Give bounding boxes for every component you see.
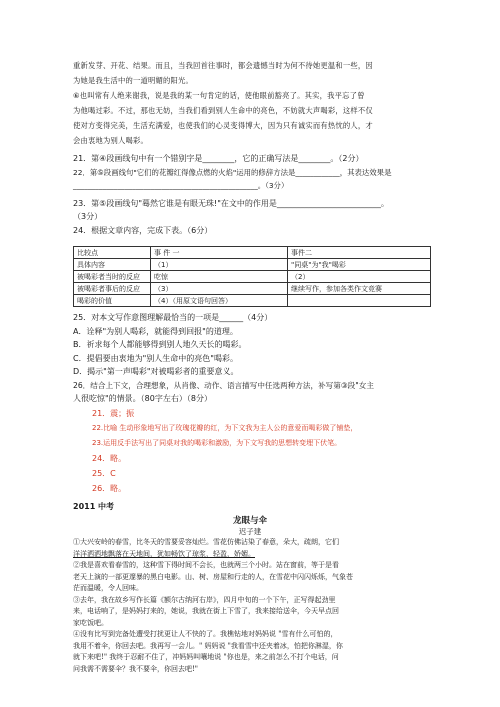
table-row [74, 259, 431, 271]
section-year: 2011 中考 [73, 502, 115, 511]
table-header-cell: 事 件 一 [151, 247, 288, 259]
table-cell: （1） [151, 259, 288, 271]
answer-22: 22.比喻 生动形象地写出了玫瑰花瓣的红，为下文我为主人公的意爱而喝彩做了铺垫， [92, 424, 358, 432]
story-line: 老天上演的一部更邃暴的黑白电影。山、树、房屋和行走的人，在雪花中闪闪烁烁，气象苍 [73, 572, 353, 581]
question-26: 26．结合上下文，合理想象，从肖像、动作、语言描写中任选两种方法，补写第③段"女主 [73, 380, 374, 390]
answer-26: 26．略。 [92, 484, 127, 493]
questions-block-2 [73, 311, 443, 406]
passage-continuation [73, 58, 433, 148]
option-b: B．祈求每个人都能够得到别人地久天长的喝彩。 [73, 340, 247, 349]
answer-key [92, 406, 452, 496]
question-26-cont: 人很吃惊"的情景。（80字左右）（8分） [73, 394, 212, 403]
question-23-points: （3分） [73, 212, 103, 221]
option-c: C．提倡要由衷地为"别人生命中的亮色"喝彩。 [73, 353, 238, 363]
story-line: ③去年，我在故乡写作长篇《额尔古纳河右岸》，四月中旬的一个下午，正写得起劲里 [73, 595, 336, 604]
table-header-row [74, 247, 431, 259]
table-cell: 继续写作，参加各类作文竞赛 [288, 283, 431, 295]
question-22: 22．第⑤段画线句"它们的花瓣红得像点燃的火焰"运用的修辞方法是____________，其表达效果是__________________________________________________。（3分） [73, 167, 392, 190]
passage-line: ⑥也叫常有人绝来谢我，说是我的某一句肯定的话，使他眼前豁亮了。其实，我平忘了曾 [73, 91, 365, 100]
option-d: D．揭示"第一声喝彩"对被喝彩者的重要意义。 [73, 367, 239, 376]
table-row [74, 283, 431, 295]
story-line: 我用不着伞，你回去吧。我再写一会儿。" 妈妈说 "我看雪中还夹着冰，怕把你淋湿，你 [73, 641, 343, 650]
table-header-cell: 事件二 [288, 247, 431, 259]
story-line: ①大兴安岭的春雪，比冬天的雪要妥容灿烂。雪花仿佛沾染了春意，朵大，疏朗，它们 [73, 538, 339, 546]
passage-line: 重新发芽、开花、结果。而且，当我回首往事时，都会遗憾当时为何不待她更温和一些，因 [73, 61, 373, 70]
story-line: 家吃饭吧。 [73, 618, 108, 627]
story-line: ④没有比写到完备处遭受打扰更让人不快的了。我樵钻地对妈妈说 "雪有什么可怕的， [73, 630, 338, 638]
story-line: 来，电话响了，是妈妈打来的，她说，我就在街上下雪了，我来接给送伞，今天早点回 [73, 607, 339, 615]
answer-24: 24．略。 [92, 454, 127, 463]
passage-line: 会由衷地为别人喝彩。 [73, 136, 148, 145]
answer-25: 25．C [92, 469, 116, 478]
passage-line: 为她是我生活中的一道明媚的阳光。 [73, 76, 193, 85]
story-author: 迟子建 [238, 527, 262, 536]
answer-23: 23.运用反手法写出了同桌对我的喝彩和激励，为下文写我的思想转变埋下伏笔。 [92, 439, 342, 447]
table-cell: （2） [288, 271, 431, 283]
question-21: 21．第④段画线句中有一个错别字是________，它的正确写法是________。（2分） [73, 154, 364, 163]
table-cell: 喝彩的价值 [74, 295, 151, 307]
story-line: 茫而温暖，令人回味。 [73, 584, 143, 592]
question-25: 25．对本文写作意图理解最恰当的一项是______（4分） [73, 313, 273, 322]
story-line: ②我是喜欢看春雪的，这种雪下得时间不会长，也就两三个小时。站在窗前，等于是看 [73, 561, 339, 569]
questions-block [73, 152, 443, 237]
table-cell: （3） [151, 283, 288, 295]
table-cell: 吃惊 [151, 271, 288, 283]
passage-line: 使对方变得完美，生活充满爱，也使我们的心灵变得博大，因为只有诚实而有热忱的人，才 [73, 121, 373, 130]
table-cell: 被喝彩者事后的反应 [74, 283, 151, 295]
story-line: 就下来吧!" 我终于忍耐不住了，冲妈妈叫嚷地说 "你也是，来之前怎么不打个电话，问 [73, 653, 339, 661]
comparison-table [73, 246, 431, 307]
table-cell: "同桌"为"我"喝彩 [288, 259, 431, 271]
story-line [73, 549, 435, 561]
story-body [73, 537, 435, 675]
story-line: 问我需不需要伞？我不要伞，你回去吧!" [73, 664, 199, 673]
answer-21: 21．震；振 [92, 409, 135, 418]
underlined-text: 洋洋洒洒地飘落在天地间，犹如畅饮了琼浆，轻盈，娇媚。 [73, 549, 255, 558]
table-cell: 被喝彩者当时的反应 [74, 271, 151, 283]
question-23: 23．第⑤段画线句"蓦然它谁是有眼无珠!"在文中的作用是__________________________。 [73, 198, 389, 208]
table-header-cell: 比较点 [74, 247, 151, 259]
option-a: A．诠释"为别人喝彩，就能得到回报"的道理。 [73, 326, 238, 336]
table-cell: 具体内容 [74, 259, 151, 271]
story-title: 龙眼与伞 [232, 516, 267, 526]
table-row [74, 271, 431, 283]
question-24: 24．根据文章内容，完成下表。（6分） [73, 225, 213, 235]
table-row [74, 295, 431, 307]
table-cell [288, 295, 431, 307]
passage-line: 为他喝过彩。不过，那也无妨，当我们看到别人生命中的亮色，不妨就大声喝彩，这样不仅 [73, 106, 373, 115]
table-cell: （4）（用原文语句回答） [151, 295, 288, 307]
